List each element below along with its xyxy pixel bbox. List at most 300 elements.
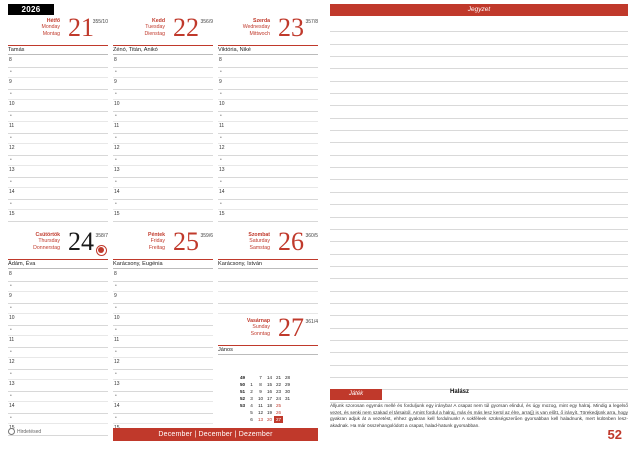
divider [218, 259, 318, 260]
divider [8, 54, 108, 55]
mini-cal-row [238, 395, 292, 402]
mini-cal-cell: 28 [284, 375, 291, 380]
note-line [330, 193, 628, 205]
slot-halfmark: • [10, 179, 12, 185]
mini-cal-cell: 31 [284, 396, 291, 401]
day-progress: 355/10 [92, 19, 108, 25]
slot-row [218, 292, 318, 304]
mini-cal-cell: 23 [275, 389, 282, 394]
day-number: 21 [68, 13, 94, 42]
day-progress: 358/7 [95, 233, 108, 239]
name-day: Karácsony, Eugénia [113, 261, 163, 267]
slot-label: 12 [114, 359, 120, 365]
day-name-de: Dienstag [144, 30, 165, 37]
slot-row-half [218, 178, 318, 188]
slot-row-half [113, 326, 213, 336]
slot-row [8, 144, 108, 156]
mini-cal-cell-selected: 27 [275, 417, 282, 422]
slot-label: 9 [9, 79, 12, 85]
slot-label: 12 [114, 145, 120, 151]
day-progress: 357/8 [305, 19, 318, 25]
slot-label: 14 [9, 403, 15, 409]
slot-label: 13 [9, 167, 15, 173]
note-line [330, 69, 628, 81]
divider [218, 54, 318, 55]
slot-row [8, 358, 108, 370]
day-name-block [218, 318, 270, 337]
mini-cal-cell: 24 [275, 396, 282, 401]
mini-cal-cell: 30 [284, 389, 291, 394]
slot-row [8, 336, 108, 348]
day-number: 24 [68, 227, 94, 256]
slot-halfmark: • [115, 179, 117, 185]
slot-label: 9 [114, 293, 117, 299]
slot-row-half [218, 90, 318, 100]
day-name-de: Montag [42, 30, 60, 37]
mini-cal-cell: 8 [259, 382, 262, 387]
day-column-monday[interactable] [8, 13, 108, 217]
day-header [113, 227, 213, 267]
day-progress: 356/9 [200, 19, 213, 25]
slot-row-half [218, 68, 318, 78]
mini-cal-row [238, 374, 292, 381]
slot-row-half [113, 348, 213, 358]
week-number: 52 [239, 396, 246, 401]
divider [113, 268, 213, 269]
slot-row [218, 144, 318, 156]
name-day: Zénó, Titán, Anikó [113, 47, 158, 53]
note-line [330, 279, 628, 291]
game-label: Játék [330, 389, 382, 400]
slot-row-half [218, 200, 318, 210]
slot-label: 13 [9, 381, 15, 387]
slot-halfmark: • [10, 113, 12, 119]
game-text: Álljunk szorosan egymás mellé és forduljunk egy irányba! A csapat nem túl gyorsan elindul, és úgy mozog, mint egy halraj. Mindig a legelső vezet, és senki nem szakad el társaitól. Amint fordul a halraj, más és más lesz kerül az élre, arra(j) is van előtt, ő irányít. Törekedjünk arra, hogy gyakran adjuk át a vezetést, ehhez gyakran kell fordulnunk! A sokféleek szükségszerűen gyorsabban kell haladnunk, mert különben lesz-akadnak. Ha már összehangolódott a csapat, halad-hatunk gyorsabban. [330, 403, 628, 428]
slot-halfmark: • [115, 283, 117, 289]
note-line [330, 180, 628, 192]
slot-label: 15 [9, 211, 15, 217]
mini-cal-cell: 14 [266, 375, 273, 380]
brand-label: Hirdetésed [17, 428, 42, 435]
day-name-de: Samstag [249, 244, 270, 251]
mini-cal-row [238, 381, 292, 388]
slot-row-half [8, 68, 108, 78]
mini-calendar[interactable] [238, 374, 292, 423]
week-number: 53 [239, 403, 246, 408]
day-name-de: Donnerstag [33, 244, 60, 251]
slot-label: 12 [9, 359, 15, 365]
slot-row [113, 380, 213, 392]
slot-halfmark: • [10, 201, 12, 207]
game-title: Halász [450, 389, 470, 395]
note-line [330, 218, 628, 230]
divider [8, 259, 108, 260]
time-slots-saturday[interactable] [218, 270, 318, 314]
week-number: 51 [239, 389, 246, 394]
divider [218, 345, 318, 346]
day-name-hu: Vasárnap [246, 318, 270, 324]
slot-halfmark: • [220, 135, 222, 141]
slot-row-half [218, 112, 318, 122]
slot-row [8, 188, 108, 200]
slot-label: 8 [219, 57, 222, 63]
day-name-hu: Csütörtök [35, 232, 60, 238]
mini-cal-cell: 13 [257, 417, 264, 422]
note-line [330, 82, 628, 94]
slot-row-half [8, 178, 108, 188]
slot-label: 8 [114, 271, 117, 277]
week-number [238, 416, 247, 423]
slot-halfmark: • [220, 201, 222, 207]
slot-row [113, 314, 213, 326]
slot-row [8, 210, 108, 222]
slot-row-half [8, 134, 108, 144]
mini-cal-cell: 15 [266, 382, 273, 387]
note-line [330, 353, 628, 365]
slot-label: 12 [219, 145, 225, 151]
day-name-en: Tuesday [145, 24, 165, 31]
slot-halfmark: • [220, 113, 222, 119]
name-day: Ádám, Éva [8, 261, 36, 267]
mini-cal-row [238, 416, 292, 423]
day-name-en: Monday [41, 24, 60, 31]
slot-halfmark: • [10, 69, 12, 75]
slot-halfmark: • [220, 157, 222, 163]
slot-row-half [8, 90, 108, 100]
slot-label: 8 [114, 57, 117, 63]
slot-label: 8 [9, 57, 12, 63]
slot-label: 14 [9, 189, 15, 195]
day-header [218, 227, 318, 267]
day-progress: 360/5 [305, 233, 318, 239]
slot-row [8, 380, 108, 392]
slot-halfmark: • [10, 393, 12, 399]
note-line [330, 242, 628, 254]
note-line [330, 156, 628, 168]
mini-cal-cell: 11 [258, 403, 263, 408]
slot-halfmark: • [10, 283, 12, 289]
slot-label: 8 [9, 271, 12, 277]
day-name-hu: Hétfő [46, 18, 60, 24]
day-column-wednesday[interactable] [218, 13, 318, 217]
slot-row-half [218, 282, 318, 292]
slot-row [8, 314, 108, 326]
note-line [330, 255, 628, 267]
day-column-friday[interactable] [113, 227, 213, 421]
day-name-de: Sonntag [250, 330, 270, 337]
slot-halfmark: • [220, 91, 222, 97]
month-footer: December | December | Dezember [113, 428, 318, 441]
mini-cal-cell: 17 [266, 396, 273, 401]
slot-label: 10 [219, 101, 225, 107]
note-line [330, 94, 628, 106]
slot-row [113, 336, 213, 348]
mini-calendar-table [238, 374, 292, 423]
day-column-sunday[interactable] [218, 313, 318, 353]
day-number: 22 [173, 13, 199, 42]
slot-row [8, 270, 108, 282]
day-header [8, 13, 108, 53]
day-name-block [218, 232, 270, 251]
slot-row [218, 78, 318, 90]
day-number: 23 [278, 13, 304, 42]
name-day: Karácsony, István [218, 261, 263, 267]
slot-halfmark: • [220, 179, 222, 185]
day-name-block [8, 232, 60, 251]
day-name-en: Wednesday [242, 24, 270, 31]
day-column-thursday[interactable] [8, 227, 108, 431]
time-slots[interactable] [113, 270, 213, 436]
page-number: 52 [607, 427, 622, 442]
year-badge: 2026 [8, 4, 54, 15]
slot-row [113, 402, 213, 414]
slot-label: 11 [114, 123, 120, 129]
note-line [330, 366, 628, 378]
slot-row [218, 270, 318, 282]
time-slots[interactable] [8, 56, 108, 222]
mini-cal-cell: 5 [250, 410, 253, 415]
slot-row [8, 122, 108, 134]
slot-row [113, 210, 213, 222]
note-line [330, 304, 628, 316]
slot-row [113, 122, 213, 134]
slot-halfmark: • [115, 135, 117, 141]
slot-label: 11 [9, 123, 15, 129]
note-line [330, 57, 628, 69]
mini-cal-cell: 9 [259, 389, 262, 394]
note-line [330, 168, 628, 180]
note-line [330, 106, 628, 118]
slot-label: 11 [114, 337, 120, 343]
slot-row-half [113, 90, 213, 100]
slot-halfmark: • [115, 393, 117, 399]
slot-halfmark: • [115, 349, 117, 355]
slot-row-half [113, 282, 213, 292]
day-progress: 359/6 [200, 233, 213, 239]
slot-halfmark: • [10, 371, 12, 377]
note-line [330, 230, 628, 242]
slot-row [113, 292, 213, 304]
day-header [113, 13, 213, 53]
slot-row-half [8, 304, 108, 314]
mini-cal-cell: 21 [275, 375, 282, 380]
note-line [330, 329, 628, 341]
slot-label: 11 [219, 123, 225, 129]
day-progress: 361/4 [305, 319, 318, 325]
slot-label: 15 [9, 425, 15, 431]
note-line [330, 119, 628, 131]
notes-header: Jegyzet [330, 4, 628, 16]
notes-lines[interactable] [330, 20, 628, 415]
day-name-en: Saturday [249, 238, 270, 245]
slot-label: 14 [114, 189, 120, 195]
week-number [238, 409, 247, 416]
slot-row [113, 188, 213, 200]
slot-halfmark: • [115, 91, 117, 97]
day-column-tuesday[interactable] [113, 13, 213, 217]
slot-label: 9 [9, 293, 12, 299]
slot-halfmark: • [115, 113, 117, 119]
slot-halfmark: • [115, 371, 117, 377]
mini-cal-cell: 12 [257, 410, 264, 415]
divider [8, 45, 108, 46]
mini-cal-row [238, 402, 292, 409]
slot-label: 11 [9, 337, 15, 343]
time-slots[interactable] [8, 270, 108, 436]
day-header [8, 227, 108, 267]
name-day: Tamás [8, 47, 25, 53]
slot-halfmark: • [220, 69, 222, 75]
slot-halfmark: • [115, 201, 117, 207]
note-line [330, 20, 628, 32]
slot-row-half [218, 134, 318, 144]
slot-row [113, 270, 213, 282]
day-number: 25 [173, 227, 199, 256]
mini-cal-cell: 22 [275, 382, 282, 387]
day-header [218, 13, 318, 53]
slot-label: 9 [219, 79, 222, 85]
divider [113, 259, 213, 260]
day-name-hu: Szerda [252, 18, 270, 24]
slot-row-half [8, 282, 108, 292]
day-name-block [113, 232, 165, 251]
slot-halfmark: • [115, 157, 117, 163]
name-day: János [218, 347, 233, 353]
name-day: Viktória, Niké [218, 47, 251, 53]
slot-row [218, 122, 318, 134]
time-slots[interactable] [113, 56, 213, 222]
week-number: 49 [239, 375, 246, 380]
time-slots[interactable] [218, 56, 318, 222]
note-line [330, 131, 628, 143]
divider [8, 268, 108, 269]
slot-row [113, 78, 213, 90]
slot-row [113, 166, 213, 178]
day-name-hu: Szombat [248, 232, 270, 238]
mini-cal-cell [247, 374, 256, 381]
slot-halfmark: • [10, 305, 12, 311]
mini-cal-cell: 3 [250, 396, 253, 401]
slot-label: 13 [114, 167, 120, 173]
slot-row-half [113, 178, 213, 188]
slot-row-half [113, 200, 213, 210]
day-name-de: Freitag [148, 244, 165, 251]
slot-label: 13 [219, 167, 225, 173]
slot-halfmark: • [10, 135, 12, 141]
slot-label: 10 [114, 315, 120, 321]
slot-row [113, 358, 213, 370]
note-line [330, 267, 628, 279]
mini-cal-cell [283, 416, 292, 423]
note-line [330, 32, 628, 44]
day-number: 27 [278, 313, 304, 342]
mini-cal-cell: 19 [266, 410, 273, 415]
day-name-de: Mittwoch [249, 30, 270, 37]
divider [218, 45, 318, 46]
day-name-block [218, 18, 270, 37]
slot-halfmark: • [115, 69, 117, 75]
mini-cal-row [238, 409, 292, 416]
slot-row-half [8, 348, 108, 358]
slot-row [8, 402, 108, 414]
slot-halfmark: • [10, 327, 12, 333]
slot-row-half [113, 68, 213, 78]
slot-label: 12 [9, 145, 15, 151]
mini-cal-row [238, 388, 292, 395]
day-number: 26 [278, 227, 304, 256]
week-number: 50 [239, 382, 246, 387]
divider [218, 354, 318, 355]
slot-row-half [8, 392, 108, 402]
slot-label: 10 [9, 101, 15, 107]
day-name-block [8, 18, 60, 37]
slot-row-half [113, 370, 213, 380]
note-line [330, 143, 628, 155]
slot-row-half [8, 370, 108, 380]
slot-label: 9 [114, 79, 117, 85]
mini-cal-cell: 6 [250, 417, 253, 422]
slot-label: 15 [219, 211, 225, 217]
note-line [330, 45, 628, 57]
slot-row [8, 292, 108, 304]
divider [113, 45, 213, 46]
slot-row-half [8, 414, 108, 424]
slot-row [8, 78, 108, 90]
day-header [218, 313, 318, 353]
slot-halfmark: • [10, 349, 12, 355]
notes-panel [330, 4, 628, 446]
slot-row-half [8, 112, 108, 122]
day-name-block [113, 18, 165, 37]
slot-row [8, 100, 108, 112]
slot-halfmark: • [10, 415, 12, 421]
slot-label: 13 [114, 381, 120, 387]
slot-row-half [113, 392, 213, 402]
slot-halfmark: • [10, 91, 12, 97]
slot-halfmark: • [115, 327, 117, 333]
mini-cal-cell: 18 [266, 403, 273, 408]
slot-label: 14 [114, 403, 120, 409]
slot-row [218, 100, 318, 112]
day-name-hu: Kedd [152, 18, 165, 24]
mini-cal-cell: 2 [250, 389, 253, 394]
brand-logo-icon [8, 428, 15, 435]
slot-row [218, 188, 318, 200]
slot-halfmark: • [115, 415, 117, 421]
slot-label: 14 [219, 189, 225, 195]
slot-row-half [8, 156, 108, 166]
brand-mark [8, 428, 41, 435]
note-line [330, 292, 628, 304]
planner-panel [8, 4, 318, 446]
mini-cal-cell: 10 [257, 396, 264, 401]
day-name-en: Friday [150, 238, 165, 245]
moon-phase-icon [96, 245, 107, 256]
slot-halfmark: • [10, 157, 12, 163]
slot-row-half [113, 304, 213, 314]
slot-row [113, 144, 213, 156]
day-name-en: Sunday [252, 324, 270, 331]
day-column-saturday[interactable] [218, 227, 318, 422]
mini-cal-cell: 20 [266, 417, 273, 422]
slot-row-half [218, 156, 318, 166]
mini-cal-cell: 4 [250, 403, 253, 408]
divider [113, 54, 213, 55]
mini-cal-cell: 29 [284, 382, 291, 387]
slot-row [8, 56, 108, 68]
day-name-en: Thursday [38, 238, 60, 245]
slot-row [218, 210, 318, 222]
